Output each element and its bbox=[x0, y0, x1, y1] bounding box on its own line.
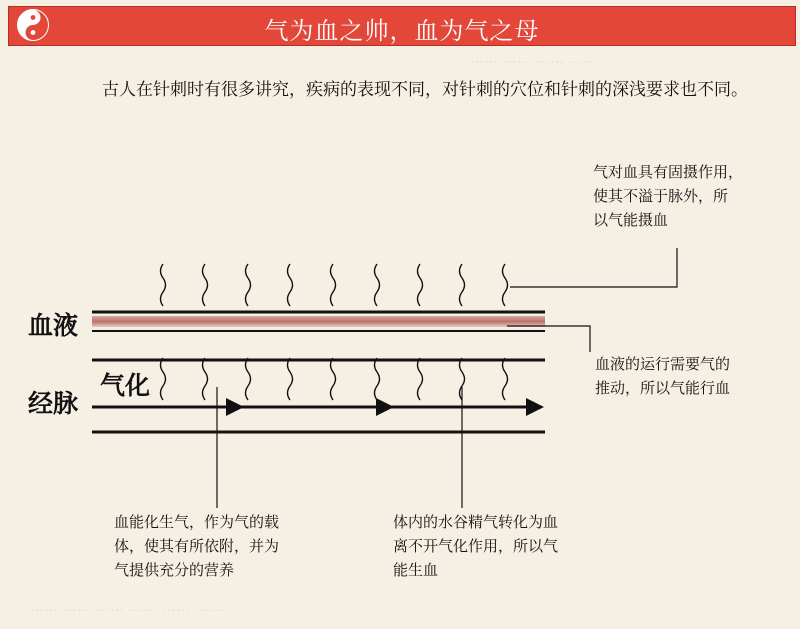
note-qi-holds-blood: 气对血具有固摄作用， 使其不溢于脉外，所 以气能摄血 bbox=[593, 163, 744, 229]
upper-qi-waves bbox=[161, 264, 508, 306]
arrow-right-icon bbox=[526, 398, 544, 416]
label-blood: 血液 bbox=[28, 311, 79, 340]
blood-band bbox=[92, 316, 545, 327]
note-blood-generates-qi: 血能化生气，作为气的载 体，使其有所依附，并为 气提供充分的营养 bbox=[114, 513, 280, 579]
intro-text: 古人在针刺时有很多讲究，疾病的表现不同，对针刺的穴位和针刺的深浅要求也不同。 bbox=[102, 80, 748, 100]
bleed-through: …… …… …… …… bbox=[470, 52, 598, 67]
label-qi: 气化 bbox=[100, 371, 151, 400]
arrow-right-icon bbox=[376, 398, 394, 416]
note-qi-generates-blood: 体内的水谷精气转化为血 离不开气化作用，所以气 能生血 bbox=[393, 513, 559, 579]
label-meridian: 经脉 bbox=[28, 389, 79, 418]
page-title: 气为血之帅，血为气之母 bbox=[264, 17, 540, 45]
bleed-through: …… …… …… …… …… …… bbox=[30, 600, 224, 615]
flow-arrows bbox=[92, 398, 544, 416]
note-qi-moves-blood: 血液的运行需要气的 推动，所以气能行血 bbox=[595, 355, 731, 397]
lower-qi-waves bbox=[161, 358, 508, 400]
arrow-right-icon bbox=[226, 398, 244, 416]
